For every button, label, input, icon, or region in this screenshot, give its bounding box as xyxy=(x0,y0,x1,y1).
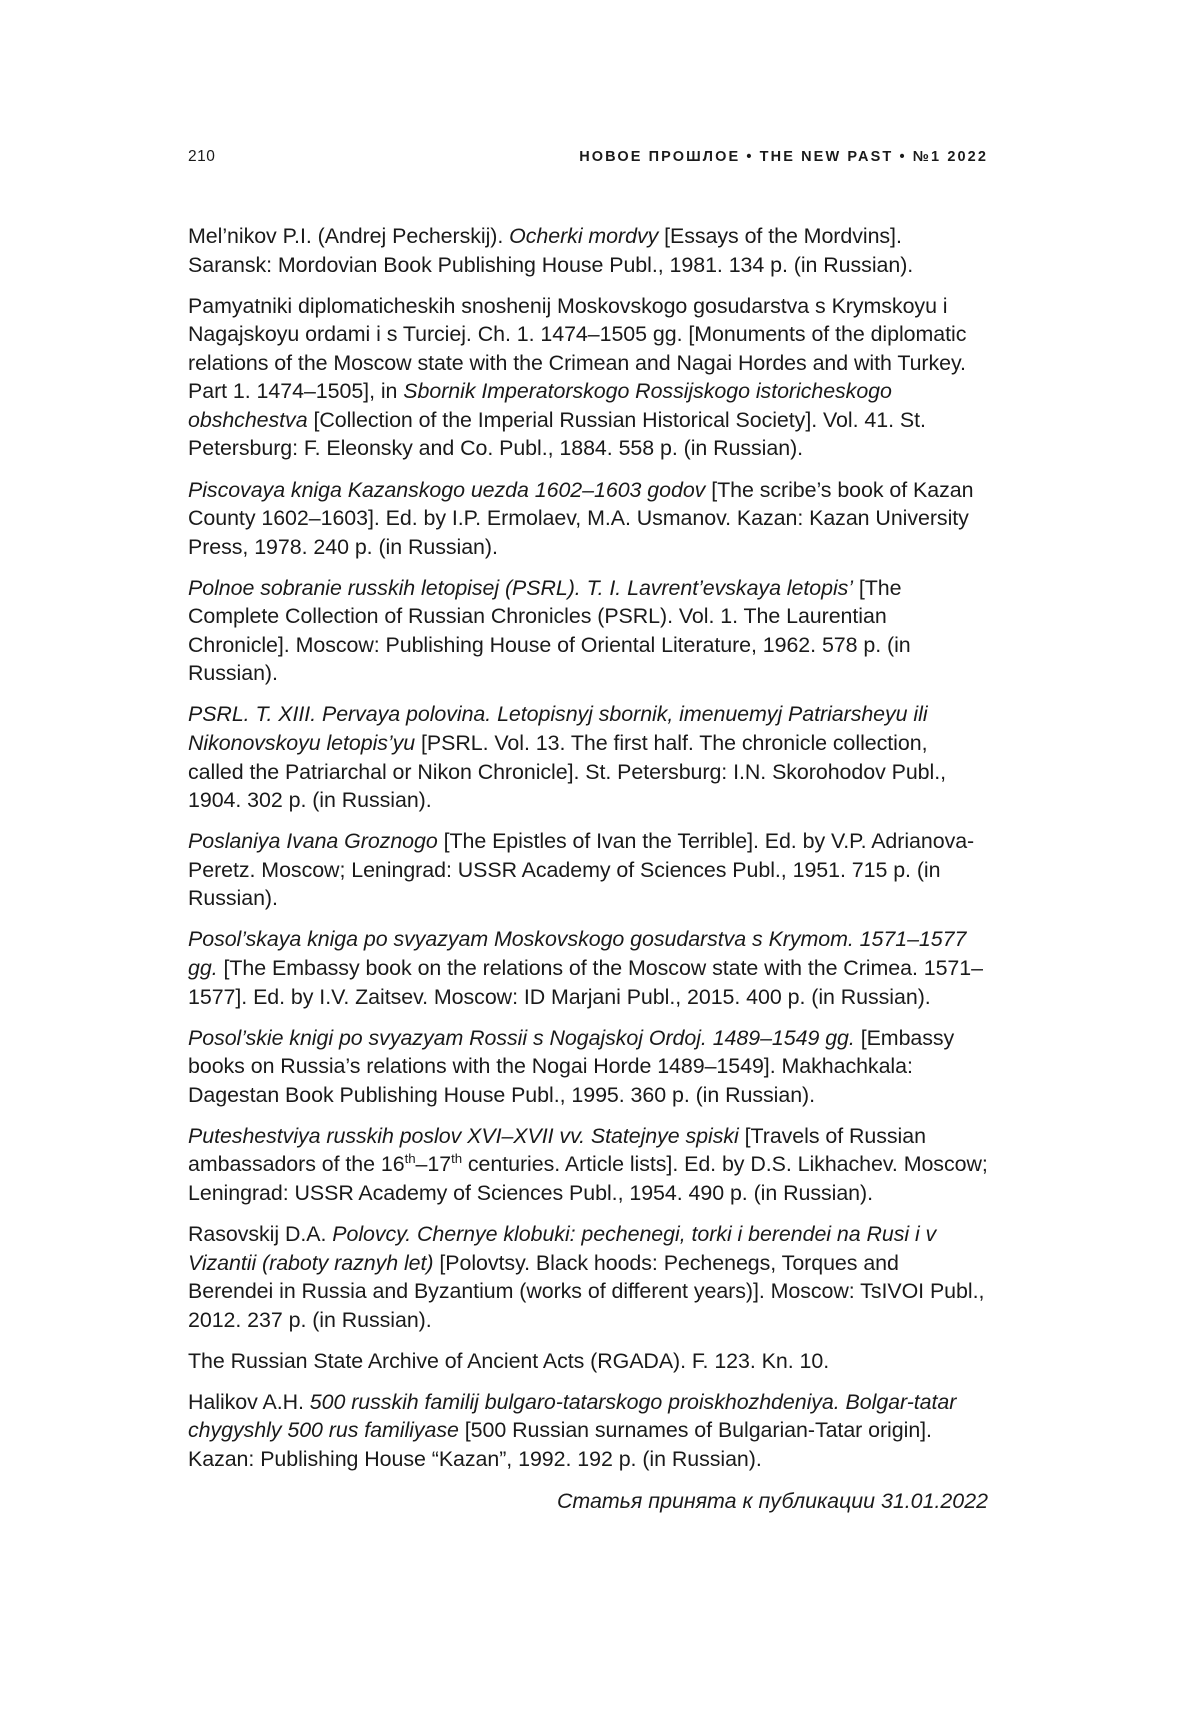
reference-item: Polnoe sobranie russkih letopisej (PSRL). T. I. Lavrent’evskaya letopis’ [The Complete Collection of Russian Chronicles (PSRL). Vol. 1. The Laurentian Chronicle]. Moscow: Publishing House of Oriental Literature, 1962. 578 p. (in Russian). xyxy=(188,575,911,686)
running-head xyxy=(188,148,988,166)
references-list xyxy=(188,222,988,1537)
reference-item: The Russian State Archive of Ancient Acts (RGADA). F. 123. Kn. 10. xyxy=(188,1348,830,1373)
page-number: 210 xyxy=(188,148,216,165)
reference-item: Posol’skie knigi po svyazyam Rossii s Nogajskoj Ordoj. 1489–1549 gg. [Embassy books on Russia’s relations with the Nogai Horde 1489–1549]. Makhachkala: Dagestan Book Publishing House Publ., 1995. 360 p. (in Russian). xyxy=(188,1025,955,1107)
reference-item: PSRL. T. XIII. Pervaya polovina. Letopisnyj sbornik, imenuemyj Patriarsheyu ili Nikonovskoyu letopis’yu [PSRL. Vol. 13. The first half. The chronicle collection, called the Patriarchal or Nikon Chronicle]. St. Petersburg: I.N. Skorohodov Publ., 1904. 302 p. (in Russian). xyxy=(188,702,947,813)
reference-item: Posol’skaya kniga po svyazyam Moskovskogo gosudarstva s Krymom. 1571–1577 gg. [The Embassy book on the relations of the Moscow state with the Crimea. 1571–1577]. Ed. by I.V. Zaitsev. Moscow: ID Marjani Publ., 2015. 400 p. (in Russian). xyxy=(188,927,983,1009)
reference-item: Rasovskij D.A. Polovcy. Chernye klobuki: pechenegi, torki i berendei na Rusi i v Vizantii (raboty raznyh let) [Polovtsy. Black hoods: Pechenegs, Torques and Berendei in Russia and Byzantium (works of different years)]. Moscow: TsIVOI Publ., 2012. 237 p. (in Russian). xyxy=(188,1221,985,1332)
journal-title-line: НОВОЕ ПРОШЛОЕ • THE NEW PAST • №1 2022 xyxy=(579,149,988,165)
reference-item: Pamyatniki diplomaticheskih snoshenij Moskovskogo gosudarstva s Krymskoyu i Nagajskoyu ordami i s Turciej. Ch. 1. 1474–1505 gg. [Monuments of the diplomatic relations of the Moscow state with the Crimean and Nagai Hordes and with Turkey. Part 1. 1474–1505], in Sbornik Imperatorskogo Rossijskogo istoricheskogo obshchestva [Collection of the Imperial Russian Historical Society]. Vol. 41. St. Petersburg: F. Eleonsky and Co. Publ., 1884. 558 p. (in Russian). xyxy=(188,293,967,461)
reference-item: Mel’nikov P.I. (Andrej Pecherskij). Ocherki mordvy [Essays of the Mordvins]. Saransk: Mordovian Book Publishing House Publ., 1981. 134 p. (in Russian). xyxy=(188,224,914,277)
reference-item: Puteshestviya russkih poslov XVI–XVII vv. Statejnye spiski [Travels of Russian ambassadors of the 16th–17th centuries. Article lists]. Ed. by D.S. Likhachev. Moscow; Leningrad: USSR Academy of Sciences Publ., 1954. 490 p. (in Russian). xyxy=(188,1123,988,1205)
reference-item: Piscovaya kniga Kazanskogo uezda 1602–1603 godov [The scribe’s book of Kazan County 1602–1603]. Ed. by I.P. Ermolaev, M.A. Usmanov. Kazan: Kazan University Press, 1978. 240 p. (in Russian). xyxy=(188,477,974,559)
reference-item: Halikov A.H. 500 russkih familij bulgaro-tatarskogo proiskhozhdeniya. Bolgar-tatar chygyshly 500 rus familiyase [500 Russian surnames of Bulgarian-Tatar origin]. Kazan: Publishing House “Kazan”, 1992. 192 p. (in Russian). xyxy=(188,1389,957,1471)
reference-item: Poslaniya Ivana Groznogo [The Epistles of Ivan the Terrible]. Ed. by V.P. Adrianova-Peretz. Moscow; Leningrad: USSR Academy of Sciences Publ., 1951. 715 p. (in Russian). xyxy=(188,829,975,911)
acceptance-note: Статья принята к публикации 31.01.2022 xyxy=(556,1489,988,1514)
